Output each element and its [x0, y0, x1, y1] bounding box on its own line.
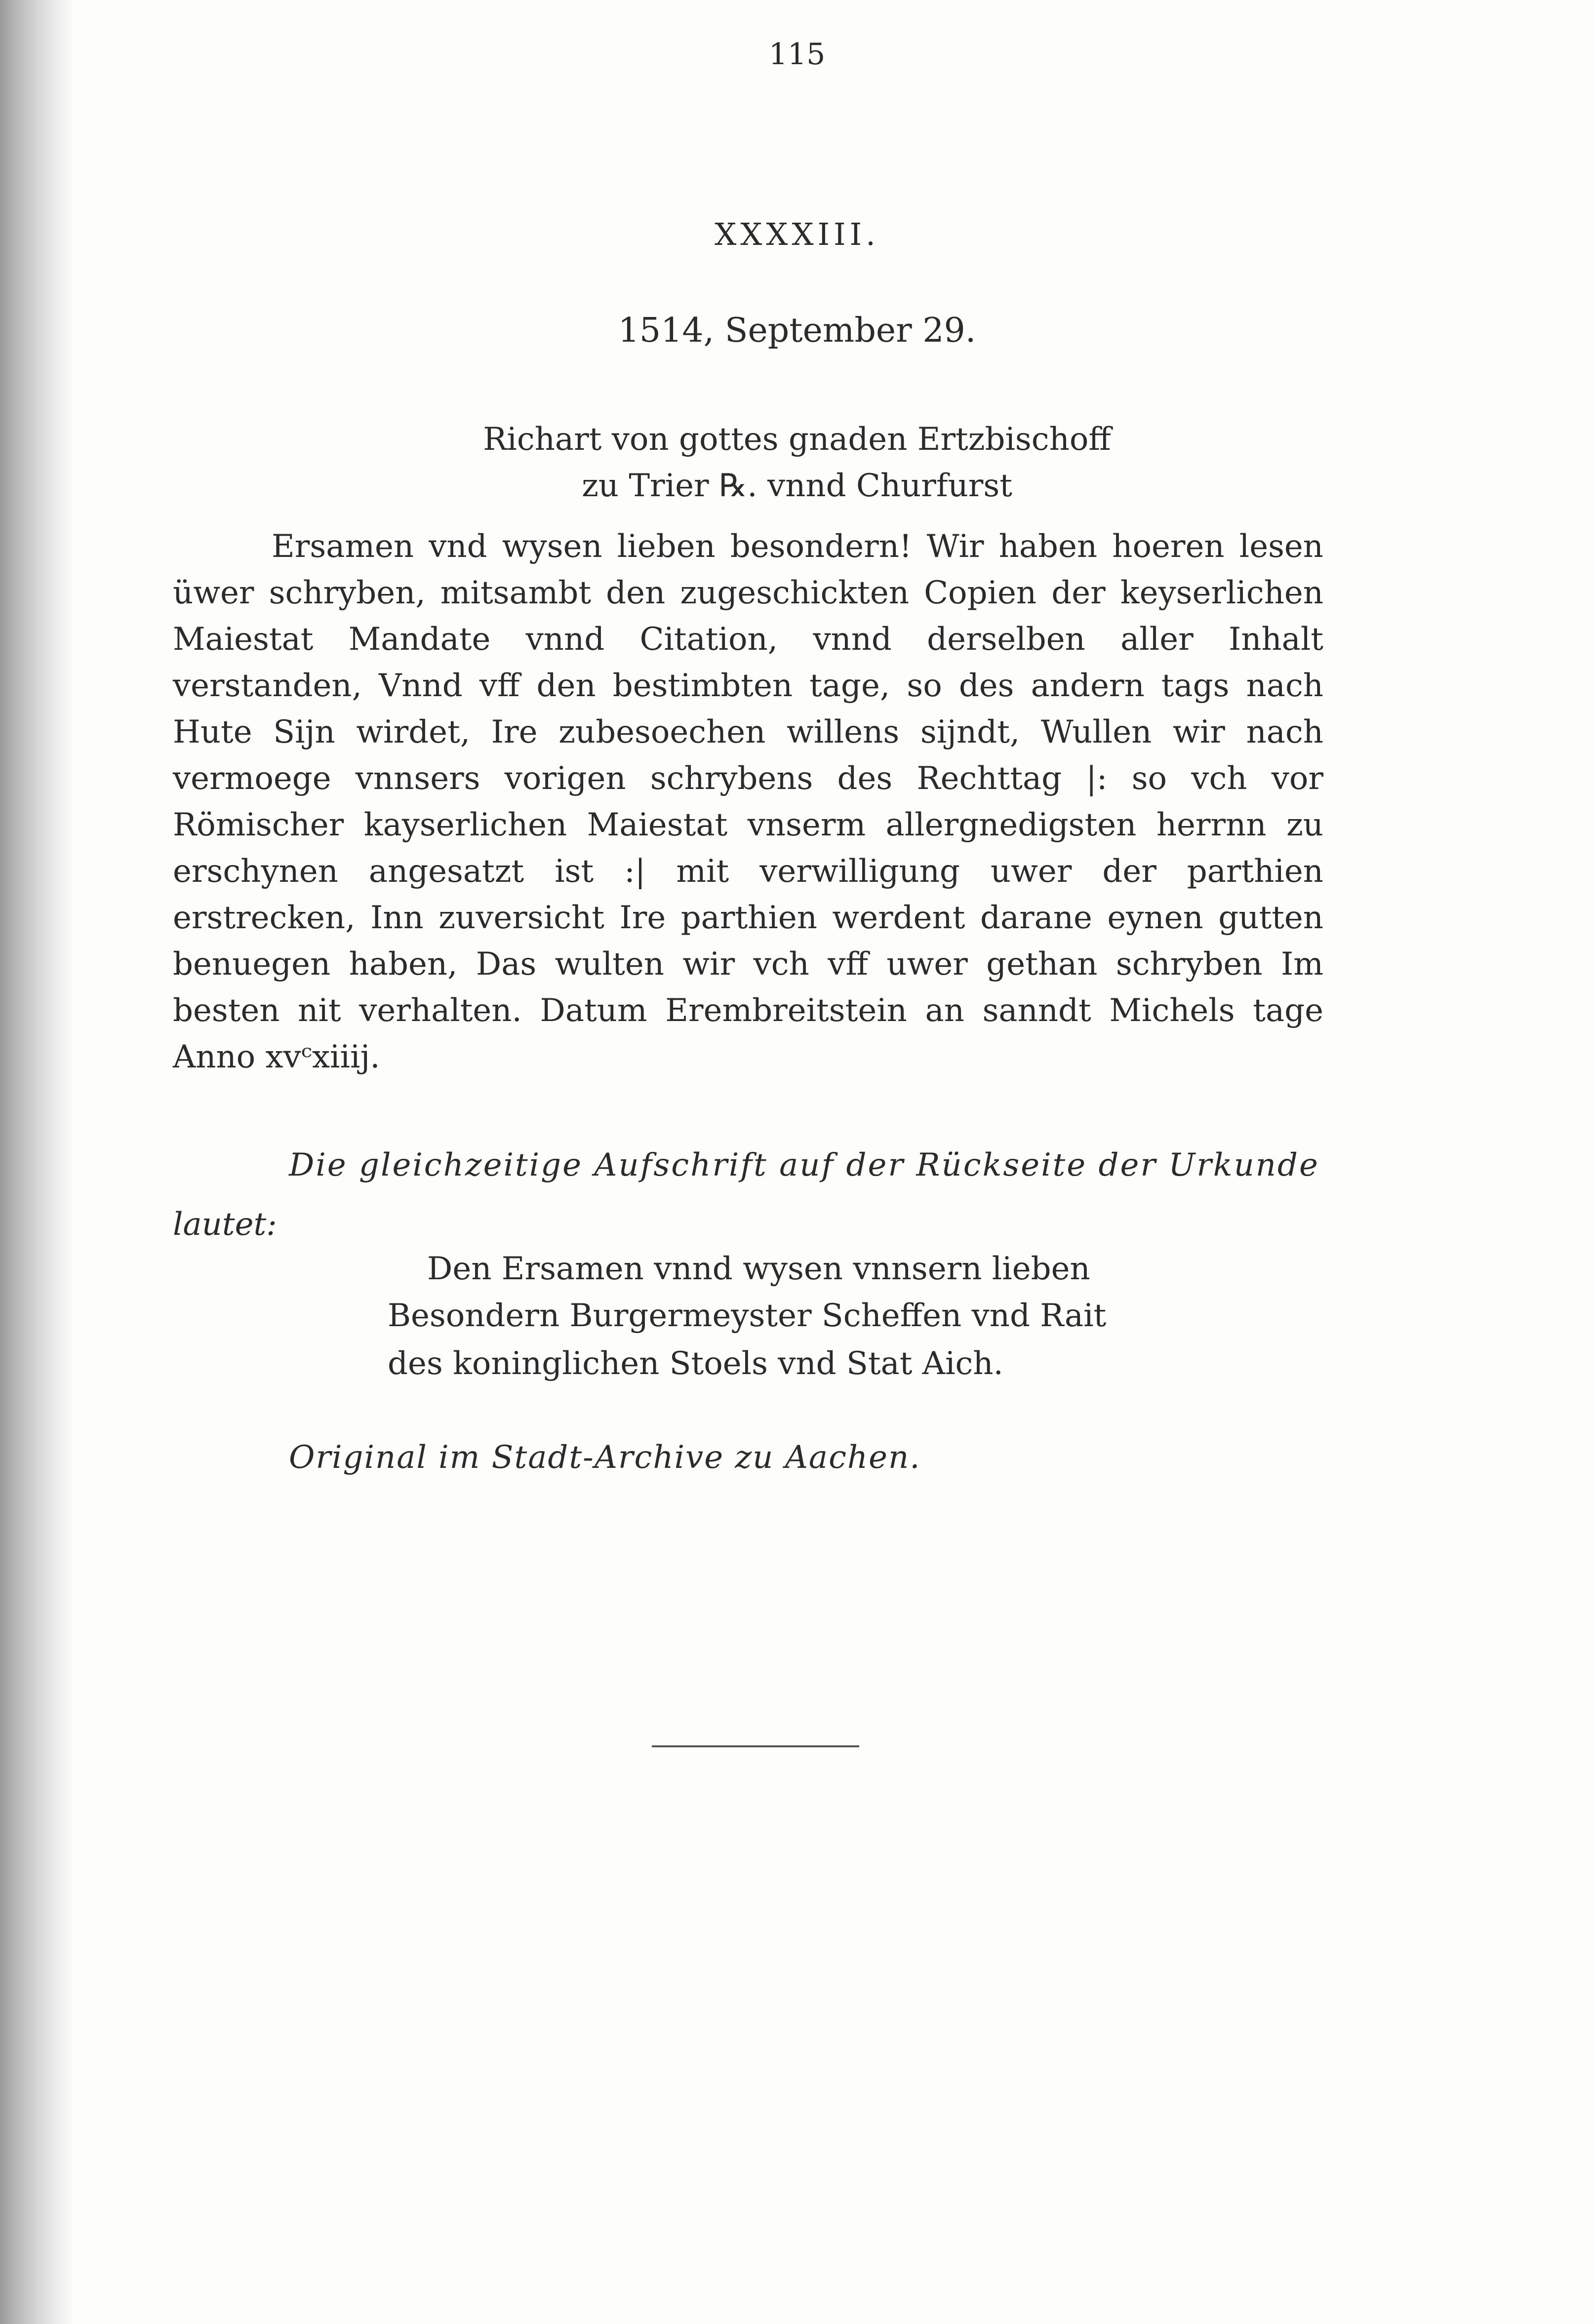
address-line-3: des koninglichen Stoels vnd Stat Aich.: [388, 1345, 1003, 1382]
note-line-1: Die gleichzeitige Aufschrift auf der Rückseite der Urkunde: [289, 1147, 1319, 1183]
closing-rule: [652, 1745, 859, 1747]
source-note: Original im Stadt-Archive zu Aachen.: [289, 1439, 921, 1476]
document-number: XXXXIII.: [715, 216, 879, 252]
sender-line-2: zu Trier ℞. vnnd Churfurst: [582, 468, 1012, 504]
document-date: 1514, September 29.: [618, 311, 976, 350]
address-line-1: Den Ersamen vnnd wysen vnnsern lieben: [427, 1251, 1090, 1287]
sender-line-1: Richart von gottes gnaden Ertzbischoff: [483, 421, 1111, 458]
address-line-2: Besondern Burgermeyster Scheffen vnd Rait: [388, 1298, 1107, 1334]
note-line-2: lautet:: [173, 1206, 277, 1243]
page-number: 115: [768, 37, 826, 72]
letter-body: Ersamen vnd wysen lieben besondern! Wir haben hoeren lesen üwer schryben, mitsambt den zugeschickten Copien der keyserlichen Maiestat Mandate vnnd Citation, vnnd derselben aller Inhalt verstanden, Vnnd vff den bestimbten tage, so des andern tags nach Hute Sijn wirdet, Ire zubesoechen willens sijndt, Wullen wir nach vermoege vnnsers vorigen schrybens des Rechttag |: so vch vor Römischer kayserlichen Maiestat vnserm allergnedigsten herrnn zu erschynen angesatzt ist :| mit verwilligung uwer der parthien erstrecken, Inn zuversicht Ire parthien werdent darane eynen gutten benuegen haben, Das wulten wir vch vff uwer gethan schryben Im besten nit verhalten. Datum Erembreitstein an sanndt Michels tage Anno xvᶜxiiij.: [173, 528, 1323, 1075]
